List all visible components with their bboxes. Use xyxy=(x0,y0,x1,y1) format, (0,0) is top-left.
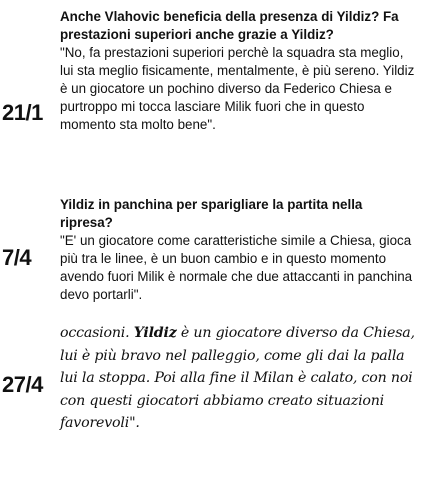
entry-date: 21/1 xyxy=(2,100,43,125)
entry-content xyxy=(60,322,416,435)
entry-content xyxy=(60,8,416,134)
quote-entry-1 xyxy=(0,0,422,190)
quote-entry-2 xyxy=(0,190,422,320)
interview-answer xyxy=(60,322,416,435)
answer-player-name: Yildiz xyxy=(133,325,177,341)
interview-answer: "No, fa prestazioni superiori perchè la squadra sta meglio, lui sta meglio fisicamente, mentalmente, è più sereno. Yildiz è un giocatore un pochino diverso da Federico Chiesa e purtroppo mi tocca lasciare Milik fuori che in questo momento sta molto bene". xyxy=(60,45,415,132)
interview-answer: "E' un giocatore come caratteristiche simile a Chiesa, gioca più tra le linee, è un buon cambio e in questo momento avendo fuori Milik è normale che due attaccanti in panchina devo portarli". xyxy=(60,233,413,302)
answer-text-start: occasioni. xyxy=(60,325,134,341)
entry-date: 7/4 xyxy=(2,245,32,270)
quote-entry-3 xyxy=(0,322,422,480)
interview-question: Anche Vlahovic beneficia della presenza di Yildiz? Fa prestazioni superiori anche grazie a Yildiz? xyxy=(60,9,399,42)
answer-text-end: è un giocatore diverso da Chiesa, lui è più bravo nel palleggio, come gli dai la palla lui la stoppa. Poi alla fine il Milan è calato, con noi con questi giocatori abbiamo creato situazioni favorevoli". xyxy=(60,325,415,431)
entry-content xyxy=(60,196,416,304)
interview-question: Yildiz in panchina per sparigliare la partita nella ripresa? xyxy=(60,197,363,230)
entry-date: 27/4 xyxy=(2,372,43,397)
